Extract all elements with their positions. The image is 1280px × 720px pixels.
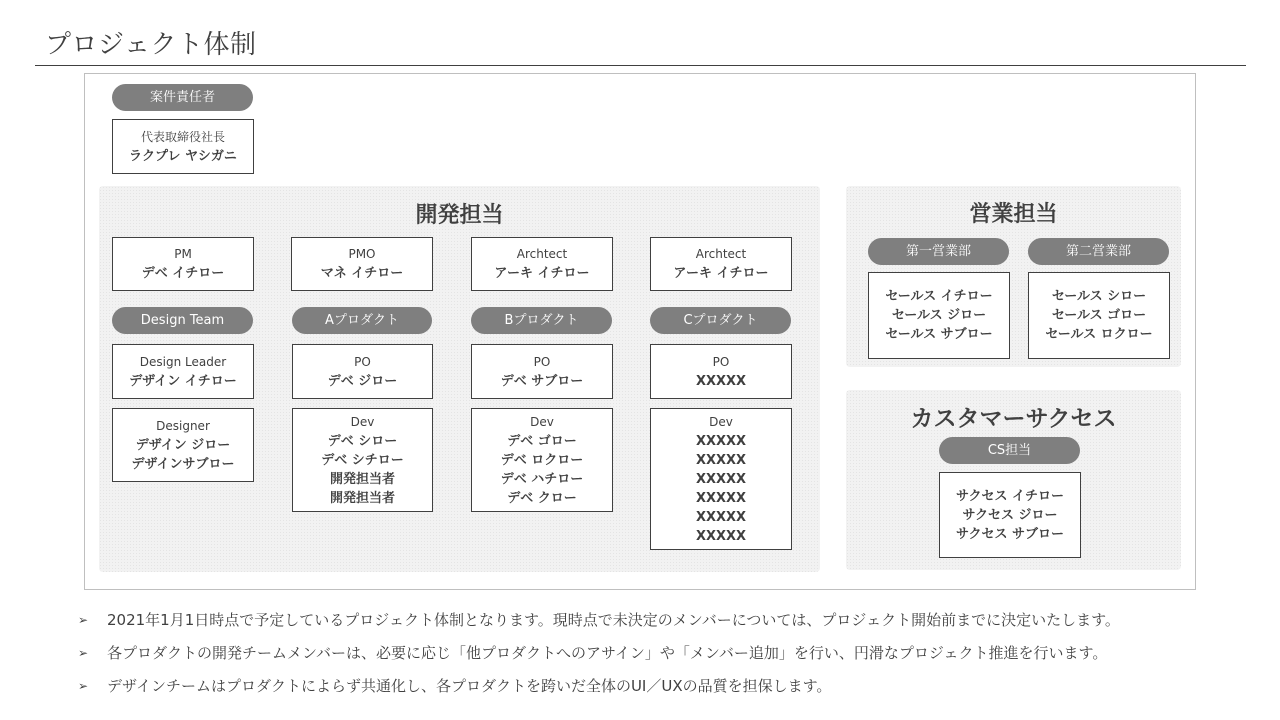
product-b-po-box xyxy=(471,344,613,399)
responsible-box xyxy=(112,119,254,174)
role-label: PO xyxy=(712,354,730,369)
sales-panel-title: 営業担当 xyxy=(969,202,1058,227)
title-rule xyxy=(35,65,1246,66)
role-label: PM xyxy=(174,247,192,261)
architect-box xyxy=(471,237,613,291)
member-name: デベ サブロー xyxy=(500,373,584,389)
role-label: Dev xyxy=(709,414,733,429)
member-name: デベ ハチロー xyxy=(500,471,584,487)
member-name: セールス ロクロー xyxy=(1045,327,1153,342)
note-item xyxy=(78,674,1120,707)
member-name: マネ イチロー xyxy=(320,266,404,281)
product-b-dev-box xyxy=(471,408,613,512)
product-a-pill: Aプロダクト xyxy=(292,307,432,334)
member-name: 開発担当者 xyxy=(329,490,395,506)
cs-box xyxy=(939,472,1081,558)
design-leader-box xyxy=(112,344,254,399)
responsible-header-pill: 案件責任者 xyxy=(112,84,253,111)
design-team-pill: Design Team xyxy=(112,307,253,334)
designer-box xyxy=(112,408,254,482)
role-label: Design Leader xyxy=(139,354,227,369)
sales-group-1-pill: 第一営業部 xyxy=(868,238,1009,265)
member-name: XXXXX xyxy=(695,528,747,544)
member-name: サクセス サブロー xyxy=(955,526,1064,542)
member-name: セールス サブロー xyxy=(885,327,993,342)
role-label: Dev xyxy=(350,414,375,429)
member-name: デザイン イチロー xyxy=(129,373,237,389)
member-name: セールス ゴロー xyxy=(1051,308,1147,323)
note-item xyxy=(78,608,1120,641)
member-name: デザインサブロー xyxy=(131,456,235,472)
member-name: XXXXX xyxy=(695,433,747,449)
note-text: デザインチームはプロダクトによらず共通化し、各プロダクトを跨いだ全体のUI／UXの品質を担保します。 xyxy=(107,677,832,695)
role-label: Archtect xyxy=(695,247,747,261)
responsible-role: 代表取締役社長 xyxy=(140,129,225,144)
role-label: Designer xyxy=(156,418,210,433)
member-name: セールス ジロー xyxy=(891,308,987,323)
member-name: サクセス ジロー xyxy=(962,507,1058,523)
notes-list xyxy=(78,608,1120,707)
product-c-dev-box xyxy=(650,408,792,550)
note-text: 各プロダクトの開発チームメンバーは、必要に応じ「他プロダクトへのアサイン」や「メンバー追加」を行い、円滑なプロジェクト推進を行います。 xyxy=(107,644,1108,662)
member-name: デベ ロクロー xyxy=(500,452,584,468)
role-label: Dev xyxy=(530,414,554,429)
member-name: デベ クロー xyxy=(507,490,577,506)
arrow-bullet-icon: ➢ xyxy=(78,646,89,660)
member-name: XXXXX xyxy=(695,452,747,468)
pm-box xyxy=(112,237,254,291)
member-name: XXXXX xyxy=(695,490,747,506)
product-c-po-box xyxy=(650,344,792,399)
product-b-pill: Bプロダクト xyxy=(471,307,612,334)
note-item xyxy=(78,641,1120,674)
member-name: デベ シロー xyxy=(327,433,398,449)
arrow-bullet-icon: ➢ xyxy=(78,679,89,693)
sales-group-1-box xyxy=(868,272,1010,359)
role-label: Archtect xyxy=(516,247,568,261)
sales-group-2-box xyxy=(1028,272,1170,359)
pmo-box xyxy=(291,237,433,291)
dev-panel-title: 開発担当 xyxy=(415,203,504,228)
product-c-pill: Cプロダクト xyxy=(650,307,791,334)
role-label: PO xyxy=(533,354,551,369)
product-a-dev-box xyxy=(292,408,433,512)
member-name: デザイン ジロー xyxy=(135,437,231,453)
role-label: PO xyxy=(354,354,371,369)
sales-group-2-pill: 第二営業部 xyxy=(1028,238,1169,265)
member-name: アーキ イチロー xyxy=(494,266,590,281)
member-name: XXXXX xyxy=(695,373,747,389)
page-title: プロジェクト体制 xyxy=(45,30,257,60)
member-name: 開発担当者 xyxy=(329,471,395,487)
member-name: XXXXX xyxy=(695,471,747,487)
responsible-name: ラクプレ ヤシガニ xyxy=(129,148,237,164)
role-label: PMO xyxy=(348,247,376,261)
member-name: アーキ イチロー xyxy=(673,266,769,281)
architect-box xyxy=(650,237,792,291)
member-name: セールス イチロー xyxy=(885,289,993,304)
member-name: デベ ジロー xyxy=(327,373,398,389)
member-name: XXXXX xyxy=(695,509,747,525)
member-name: サクセス イチロー xyxy=(955,488,1064,504)
product-a-po-box xyxy=(292,344,433,399)
member-name: デベ イチロー xyxy=(141,266,225,281)
arrow-bullet-icon: ➢ xyxy=(78,613,89,627)
member-name: デベ ゴロー xyxy=(507,433,577,449)
member-name: デベ シチロー xyxy=(321,452,404,468)
cs-panel-title: カスタマーサクセス xyxy=(910,406,1117,432)
note-text: 2021年1月1日時点で予定しているプロジェクト体制となります。現時点で未決定のメンバーについては、プロジェクト開始前までに決定いたします。 xyxy=(107,611,1120,629)
cs-pill: CS担当 xyxy=(939,437,1080,464)
member-name: セールス シロー xyxy=(1051,289,1147,304)
